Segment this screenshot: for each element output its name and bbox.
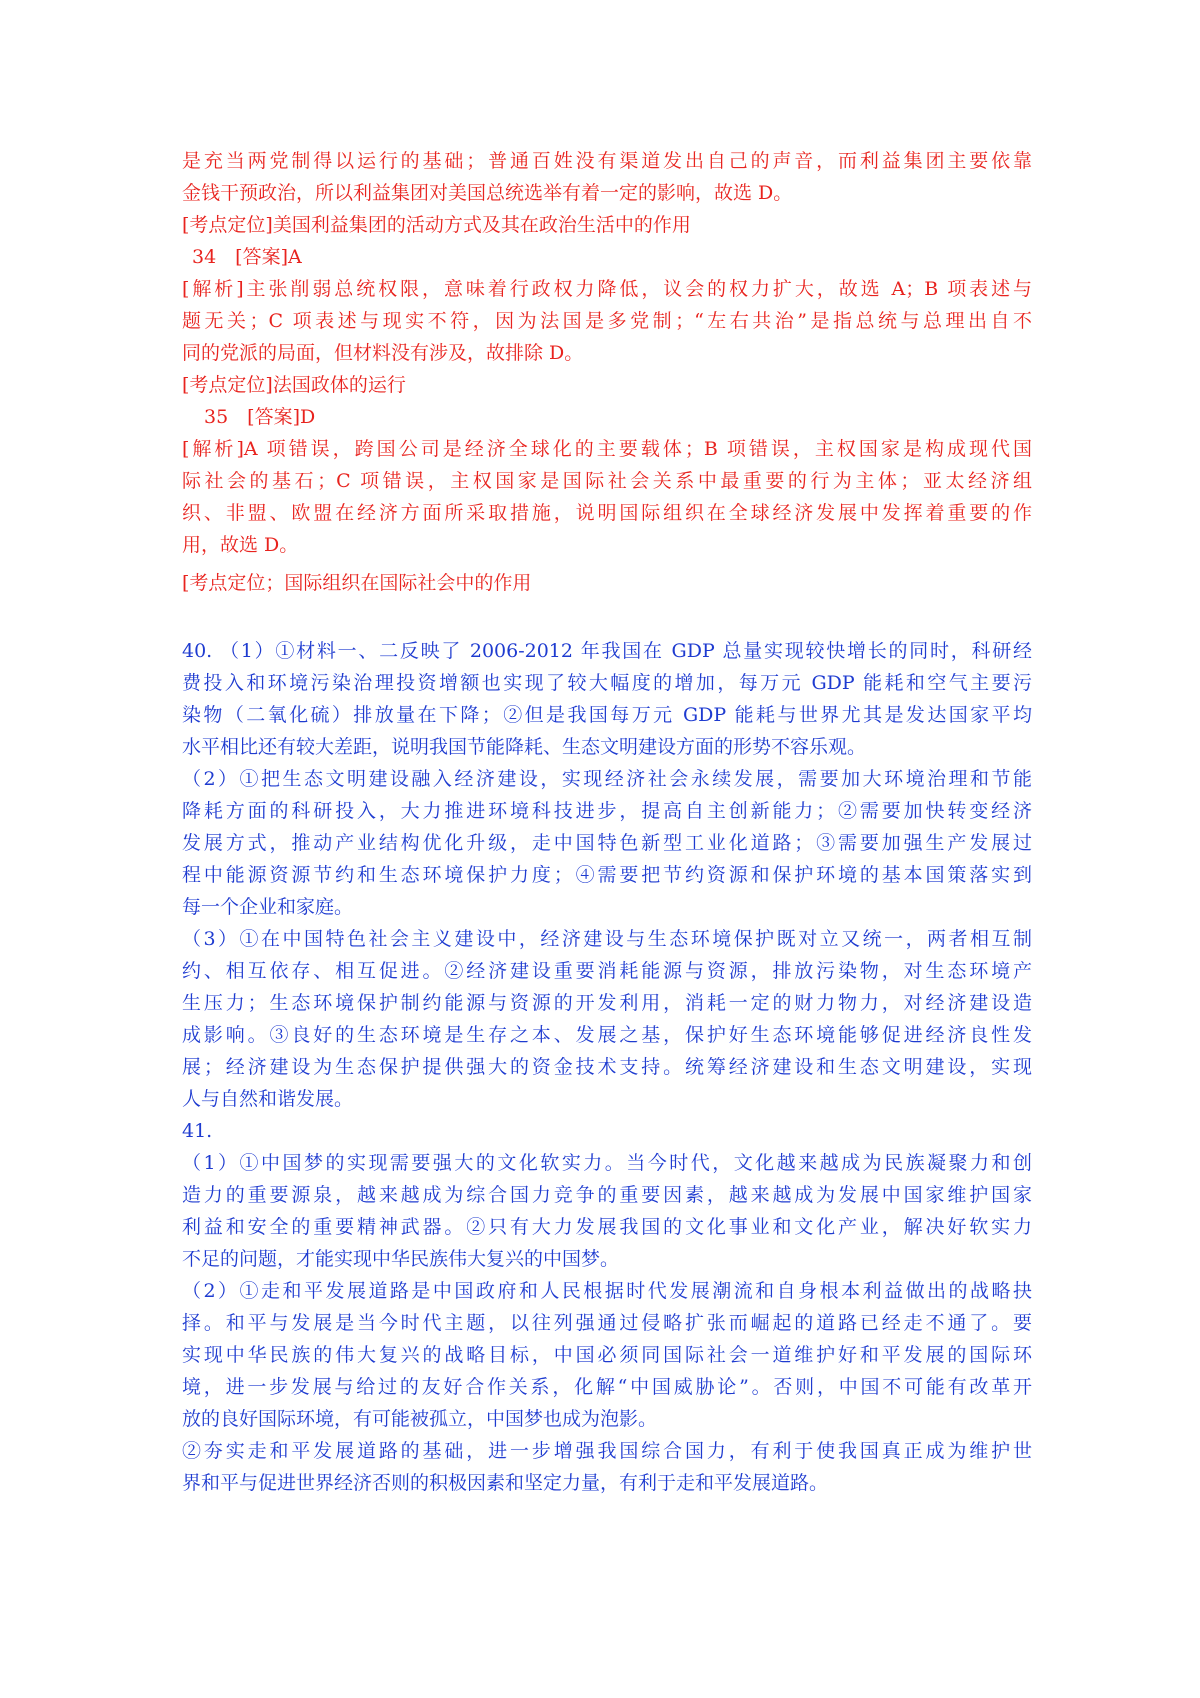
text-line: 约、相互依存、相互促进。②经济建设重要消耗能源与资源，排放污染物，对生态环境产: [182, 960, 1032, 982]
text-line: 人与自然和谐发展。: [182, 1088, 354, 1110]
text-line: 不足的问题，才能实现中华民族伟大复兴的中国梦。: [182, 1248, 620, 1270]
text-line: 利益和安全的重要精神武器。②只有大力发展我国的文化事业和文化产业，解决好软实力: [182, 1216, 1032, 1238]
text-line: （2）①把生态文明建设融入经济建设，实现经济社会永续发展，需要加大环境治理和节能: [182, 768, 1032, 790]
text-line: 40. （1）①材料一、二反映了 2006-2012 年我国在 GDP 总量实现较快增长的同时，科研经: [182, 640, 1032, 662]
text-line: （1）①中国梦的实现需要强大的文化软实力。当今时代，文化越来越成为民族凝聚力和创: [182, 1152, 1032, 1174]
text-line: 用，故选 D。: [182, 534, 299, 556]
text-line: 放的良好国际环境，有可能被孤立，中国梦也成为泡影。: [182, 1408, 658, 1430]
text-line: （3）①在中国特色社会主义建设中，经济建设与生态环境保护既对立又统一，两者相互制: [182, 928, 1032, 950]
text-line: 费投入和环境污染治理投资增额也实现了较大幅度的增加，每万元 GDP 能耗和空气主要污: [182, 672, 1032, 694]
text-line: 程中能源资源节约和生态环境保护力度；④需要把节约资源和保护环境的基本国策落实到: [182, 864, 1032, 886]
text-line: 际社会的基石；C 项错误，主权国家是国际社会关系中最重要的行为主体；亚太经济组: [182, 470, 1032, 492]
text-line: 择。和平与发展是当今时代主题，以往列强通过侵略扩张而崛起的道路已经走不通了。要: [182, 1312, 1032, 1334]
text-line: 每一个企业和家庭。: [182, 896, 354, 918]
text-line: 染物（二氧化硫）排放量在下降；②但是我国每万元 GDP 能耗与世界尤其是发达国家平均: [182, 704, 1032, 726]
text-line: 水平相比还有较大差距，说明我国节能降耗、生态文明建设方面的形势不容乐观。: [182, 736, 867, 758]
text-line: 发展方式，推动产业结构优化升级，走中国特色新型工业化道路；③需要加强生产发展过: [182, 832, 1032, 854]
text-line: [考点定位；国际组织在国际社会中的作用: [182, 572, 532, 594]
text-line: 造力的重要源泉，越来越成为综合国力竞争的重要因素，越来越成为发展中国家维护国家: [182, 1184, 1032, 1206]
question-number: 41.: [182, 1120, 213, 1142]
text-line: 同的党派的局面，但材料没有涉及，故排除 D。: [182, 342, 584, 364]
text-line: （2）①走和平发展道路是中国政府和人民根据时代发展潮流和自身根本利益做出的战略抉: [182, 1280, 1032, 1302]
text-line: [考点定位]美国利益集团的活动方式及其在政治生活中的作用: [182, 214, 691, 236]
text-line: [考点定位]法国政体的运行: [182, 374, 406, 396]
text-line: 实现中华民族的伟大复兴的战略目标，中国必须同国际社会一道维护好和平发展的国际环: [182, 1344, 1032, 1366]
text-line: [解析]主张削弱总统权限，意味着行政权力降低，议会的权力扩大，故选 A；B 项表述与: [182, 278, 1032, 300]
answer-line: 35 [答案]D: [204, 406, 316, 428]
text-line: 是充当两党制得以运行的基础；普通百姓没有渠道发出自己的声音，而利益集团主要依靠: [182, 150, 1032, 172]
text-line: 金钱干预政治，所以利益集团对美国总统选举有着一定的影响，故选 D。: [182, 182, 793, 204]
essay-answers-section: [182, 635, 1032, 1499]
text-line: 降耗方面的科研投入，大力推进环境科技进步，提高自主创新能力；②需要加快转变经济: [182, 800, 1032, 822]
text-line: ②夯实走和平发展道路的基础，进一步增强我国综合国力，有利于使我国真正成为维护世: [182, 1440, 1032, 1462]
text-line: 界和平与促进世界经济否则的积极因素和坚定力量，有利于走和平发展道路。: [182, 1472, 829, 1494]
text-line: 成影响。③良好的生态环境是生存之本、发展之基，保护好生态环境能够促进经济良性发: [182, 1024, 1032, 1046]
text-line: 展；经济建设为生态保护提供强大的资金技术支持。统筹经济建设和生态文明建设，实现: [182, 1056, 1032, 1078]
text-line: [解析]A 项错误，跨国公司是经济全球化的主要载体；B 项错误，主权国家是构成现代国: [182, 438, 1032, 460]
text-line: 织、非盟、欧盟在经济方面所采取措施，说明国际组织在全球经济发展中发挥着重要的作: [182, 502, 1032, 524]
answer-analysis-section: [182, 145, 1032, 599]
text-line: 境，进一步发展与给过的友好合作关系，化解“中国威胁论”。否则，中国不可能有改革开: [182, 1376, 1032, 1398]
answer-line: 34 [答案]A: [192, 246, 302, 268]
text-line: 生压力；生态环境保护制约能源与资源的开发利用，消耗一定的财力物力，对经济建设造: [182, 992, 1032, 1014]
text-line: 题无关；C 项表述与现实不符，因为法国是多党制；“左右共治”是指总统与总理出自不: [182, 310, 1032, 332]
